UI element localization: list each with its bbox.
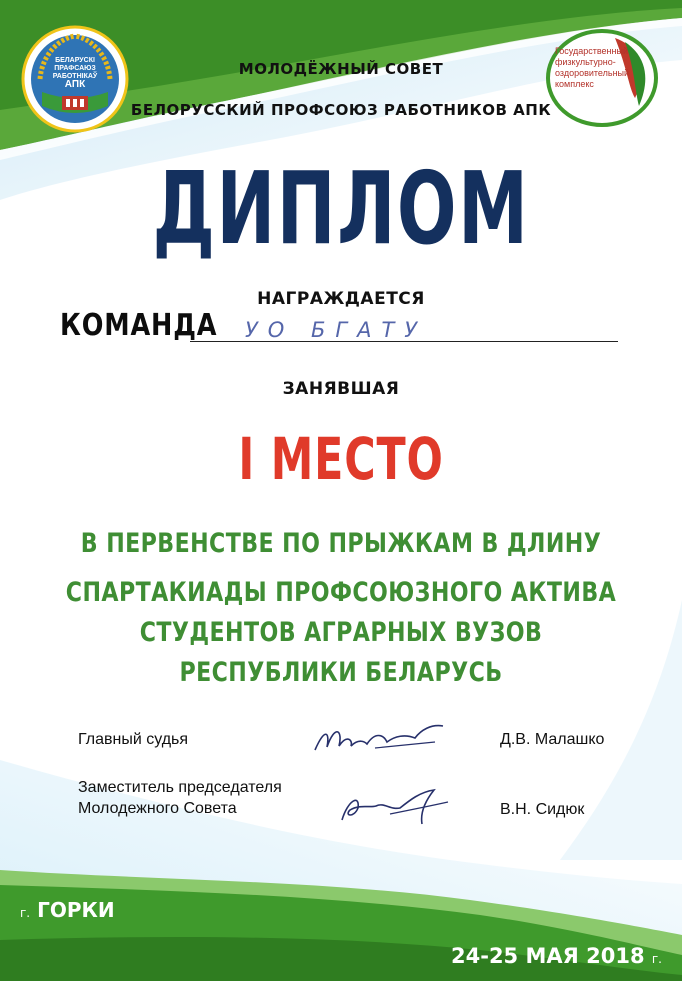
logo-right-line3: оздоровительный — [555, 68, 630, 78]
city-name: ГОРКИ — [37, 898, 115, 922]
footer-city — [20, 898, 115, 922]
place-text: I МЕСТО — [238, 425, 444, 493]
awarded-label: НАГРАЖДАЕТСЯ — [257, 289, 425, 309]
deputy-signature — [330, 780, 460, 830]
logo-left-line3: РАБОТНІКАЎ — [52, 73, 98, 80]
taking-label: ЗАНЯВШАЯ — [282, 379, 400, 399]
diploma-title: ДИПЛОМ — [152, 150, 530, 267]
deputy-name: В.Н. Сидюк — [500, 801, 585, 818]
logo-right-line2: физкультурно- — [555, 57, 616, 67]
logo-left-line4: АПК — [64, 79, 86, 90]
event-line-3: СТУДЕНТОВ АГРАРНЫХ ВУЗОВ — [139, 617, 543, 648]
logo-right-line1: Государственный — [555, 46, 628, 56]
header-line2: БЕЛОРУССКИЙ ПРОФСОЮЗ РАБОТНИКОВ АПК — [130, 101, 552, 119]
event-line-4: РЕСПУБЛИКИ БЕЛАРУСЬ — [179, 657, 503, 688]
judge-name: Д.В. Малашко — [500, 731, 605, 748]
city-prefix: г. — [20, 906, 31, 920]
logo-left-line1: БЕЛАРУСКІ — [55, 57, 95, 64]
event-date: 24-25 МАЯ 2018 — [451, 944, 645, 968]
team-label: КОМАНДА — [60, 308, 218, 343]
header-line1: МОЛОДЁЖНЫЙ СОВЕТ — [238, 60, 444, 78]
logo-right-line4: комплекс — [555, 79, 594, 89]
judge-signature — [305, 712, 455, 762]
deputy-title-line2: Молодежного Совета — [78, 800, 237, 817]
event-line-2: СПАРТАКИАДЫ ПРОФСОЮЗНОГО АКТИВА — [65, 577, 617, 608]
event-line-1: В ПЕРВЕНСТВЕ ПО ПРЫЖКАМ В ДЛИНУ — [80, 528, 602, 559]
judge-title: Главный судья — [78, 731, 189, 748]
footer-date — [451, 944, 662, 968]
deputy-title-line1: Заместитель председателя — [78, 779, 282, 796]
team-value: УО БГАТУ — [245, 318, 428, 342]
logo-left-line2: ПРАФСАЮЗ — [54, 65, 96, 72]
date-suffix: г. — [651, 952, 662, 966]
